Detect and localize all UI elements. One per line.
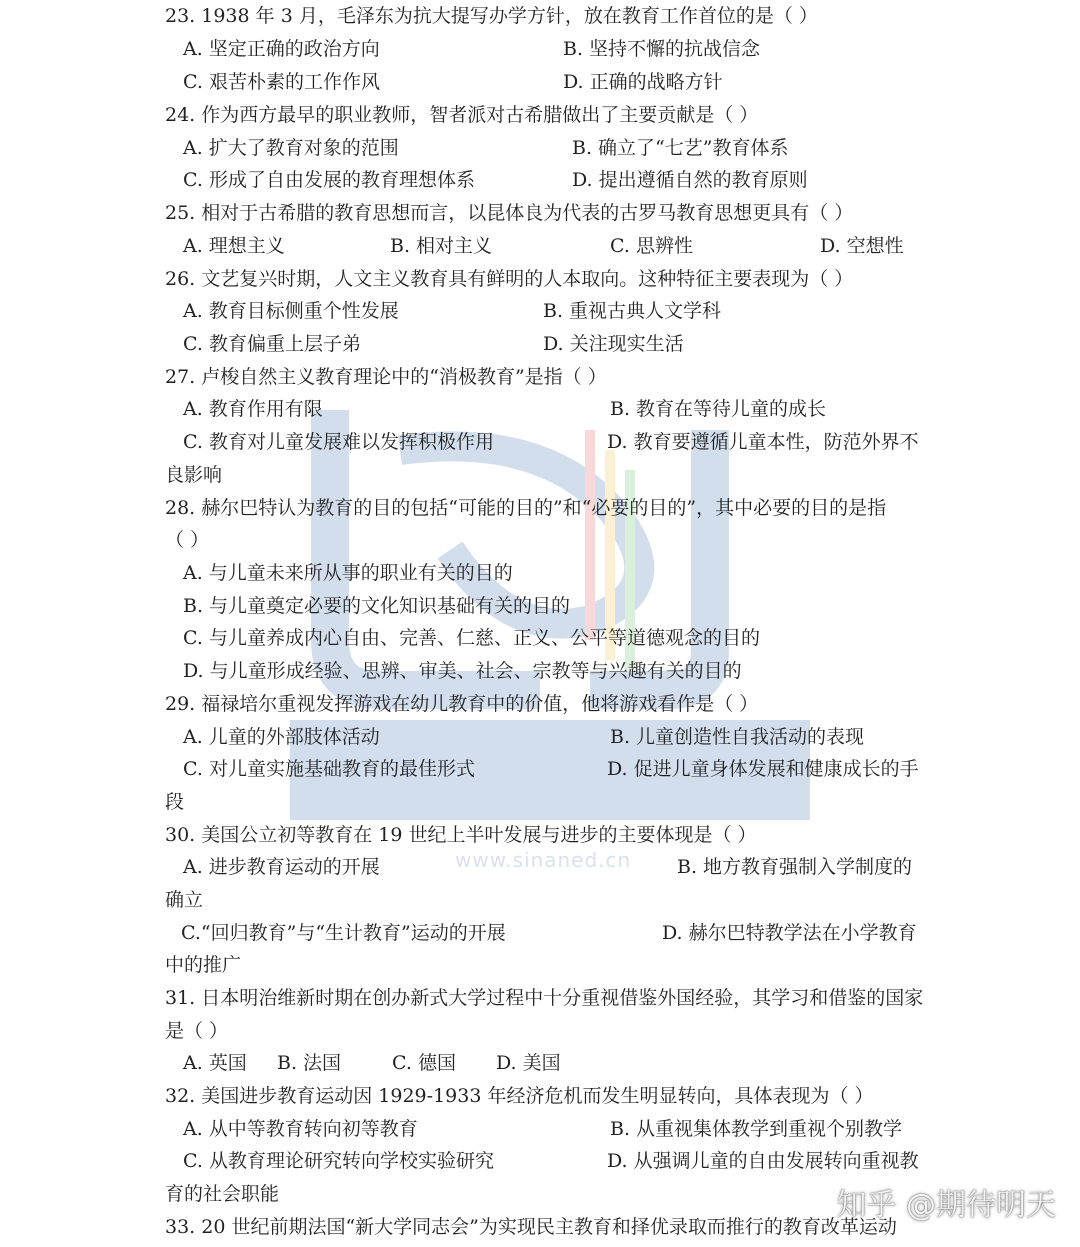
- question-26-stem: 26. 文艺复兴时期，人文主义教育具有鲜明的人本取向。这种特征主要表现为（ ）: [165, 268, 854, 290]
- question-30-option-d-cont: 中的推广: [165, 954, 242, 976]
- option-c: C. 德国: [392, 1052, 456, 1074]
- option-d: D. 与儿童形成经验、思辨、审美、社会、宗教等与兴趣有关的目的: [183, 660, 742, 682]
- option-a: A. 坚定正确的政治方向: [183, 38, 380, 60]
- option-c: C. 教育对儿童发展难以发挥积极作用: [183, 431, 494, 453]
- option-c: C. 形成了自由发展的教育理想体系: [183, 169, 475, 191]
- option-c: C. 对儿童实施基础教育的最佳形式: [183, 758, 475, 780]
- question-23-stem: 23. 1938 年 3 月，毛泽东为抗大提写办学方针，放在教育工作首位的是（ ）: [165, 5, 818, 27]
- option-c: C. 从教育理论研究转向学校实验研究: [183, 1150, 494, 1172]
- option-c: C. 与儿童养成内心自由、完善、仁慈、正义、公平等道德观念的目的: [183, 627, 760, 649]
- option-b: B. 重视古典人文学科: [543, 300, 722, 322]
- question-24-stem: 24. 作为西方最早的职业教师，智者派对古希腊做出了主要贡献是（ ）: [165, 104, 759, 126]
- option-b: B. 坚持不懈的抗战信念: [563, 38, 761, 60]
- option-d: D. 从强调儿童的自由发展转向重视教: [607, 1150, 919, 1172]
- option-a: A. 儿童的外部肢体活动: [183, 726, 380, 748]
- option-c: C. 教育偏重上层子弟: [183, 333, 361, 355]
- option-d: D. 提出遵循自然的教育原则: [572, 169, 808, 191]
- option-b: B. 地方教育强制入学制度的: [677, 856, 913, 878]
- watermark-url: www.sinaned.cn: [455, 848, 632, 872]
- option-b: B. 儿童创造性自我活动的表现: [610, 726, 865, 748]
- option-d: D. 教育要遵循儿童本性，防范外界不: [607, 431, 919, 453]
- option-a: A. 教育作用有限: [183, 398, 323, 420]
- option-a: A. 英国: [183, 1052, 247, 1074]
- option-a: A. 与儿童未来所从事的职业有关的目的: [183, 562, 513, 584]
- option-b: B. 从重视集体教学到重视个别教学: [610, 1118, 903, 1140]
- question-27-option-d-cont: 良影响: [165, 464, 223, 486]
- option-b: B. 法国: [277, 1052, 342, 1074]
- option-d: D. 关注现实生活: [543, 333, 684, 355]
- option-d: D. 正确的战略方针: [563, 71, 723, 93]
- option-a: A. 扩大了教育对象的范围: [183, 137, 399, 159]
- option-a: A. 进步教育运动的开展: [183, 856, 380, 878]
- zhihu-credit-watermark: 知乎 @期待明天: [836, 1188, 1056, 1223]
- question-31-stem: 31. 日本明治维新时期在创办新式大学过程中十分重视借鉴外国经验，其学习和借鉴的国家: [165, 987, 924, 1009]
- question-30-option-b-cont: 确立: [165, 889, 204, 911]
- option-c: C.“回归教育”与“生计教育”运动的开展: [181, 922, 506, 944]
- option-d: D. 美国: [496, 1052, 561, 1074]
- option-a: A. 理想主义: [183, 235, 285, 257]
- option-b: B. 相对主义: [390, 235, 493, 257]
- question-29-option-d-cont: 段: [165, 791, 185, 813]
- option-a: A. 从中等教育转向初等教育: [183, 1118, 418, 1140]
- question-32-stem: 32. 美国进步教育运动因 1929-1933 年经济危机而发生明显转向，具体表现为（ ）: [165, 1085, 874, 1107]
- question-27-stem: 27. 卢梭自然主义教育理论中的“消极教育”是指（ ）: [165, 366, 607, 388]
- option-c: C. 艰苦朴素的工作作风: [183, 71, 380, 93]
- option-d: D. 空想性: [820, 235, 904, 257]
- option-b: B. 教育在等待儿童的成长: [610, 398, 827, 420]
- option-b: B. 与儿童奠定必要的文化知识基础有关的目的: [183, 595, 571, 617]
- option-d: D. 促进儿童身体发展和健康成长的手: [607, 758, 919, 780]
- option-d: D. 赫尔巴特教学法在小学教育: [662, 922, 917, 944]
- question-28-stem-cont: （ ）: [165, 529, 210, 551]
- question-33-stem: 33. 20 世纪前期法国“新大学同志会”为实现民主教育和择优录取而推行的教育改革运动: [165, 1216, 897, 1238]
- question-32-option-d-cont: 育的社会职能: [165, 1183, 280, 1205]
- option-a: A. 教育目标侧重个性发展: [183, 300, 399, 322]
- question-29-stem: 29. 福禄培尔重视发挥游戏在幼儿教育中的价值，他将游戏看作是（ ）: [165, 693, 759, 715]
- option-c: C. 思辨性: [610, 235, 693, 257]
- question-25-stem: 25. 相对于古希腊的教育思想而言，以昆体良为代表的古罗马教育思想更具有（ ）: [165, 202, 854, 224]
- question-28-stem: 28. 赫尔巴特认为教育的目的包括“可能的目的”和“必要的目的”，其中必要的目的是指: [165, 497, 887, 519]
- question-31-stem-cont: 是（ ）: [165, 1020, 229, 1042]
- question-30-stem: 30. 美国公立初等教育在 19 世纪上半叶发展与进步的主要体现是（ ）: [165, 824, 757, 846]
- option-b: B. 确立了“七艺”教育体系: [572, 137, 789, 159]
